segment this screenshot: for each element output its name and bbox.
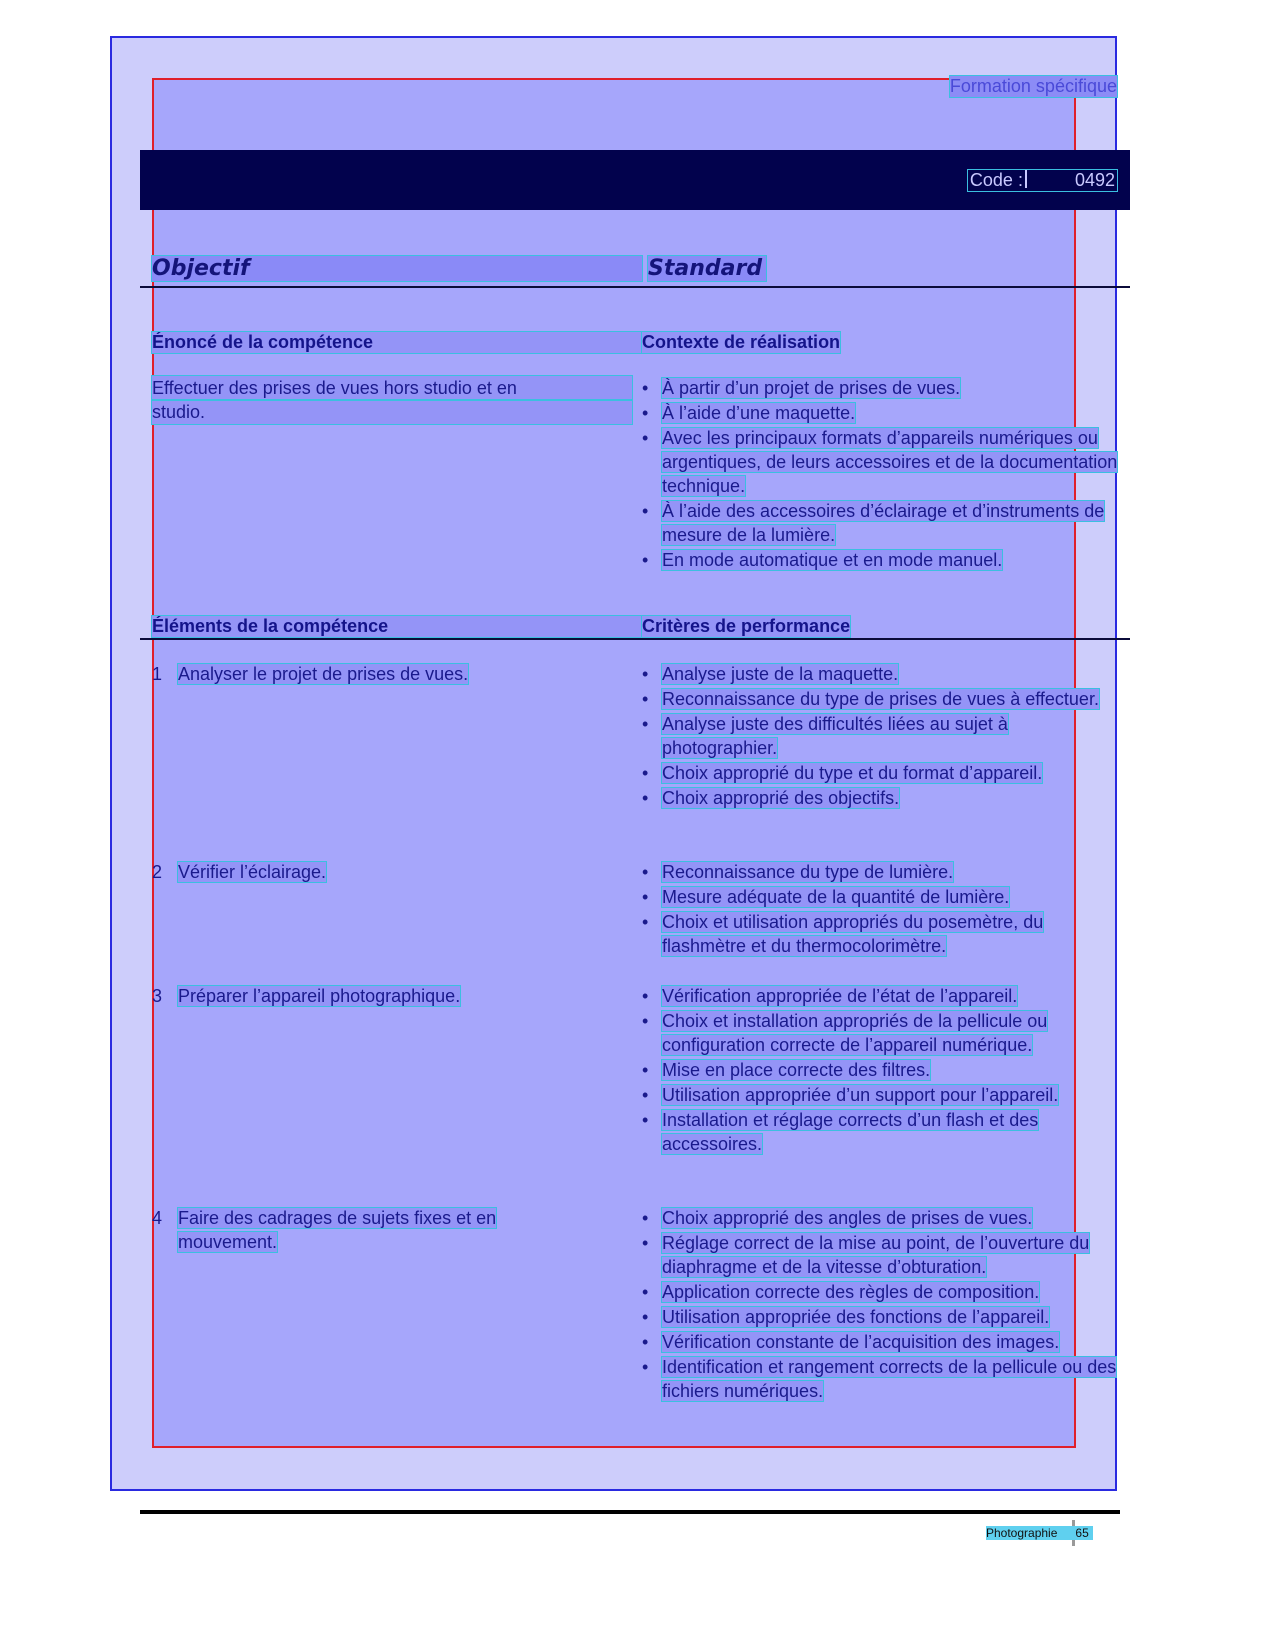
list-item: • Choix et installation appropriés de la pellicule ou configuration correcte de l’appareil numérique.: [640, 1009, 1120, 1057]
list-item: • Identification et rangement corrects de la pellicule ou des fichiers numériques.: [640, 1355, 1120, 1403]
standard-heading: Standard: [648, 256, 766, 281]
list-item: • Réglage correct de la mise au point, de l’ouverture du diaphragme et de la vitesse d’obturation.: [640, 1231, 1120, 1279]
elements-heading: Éléments de la compétence: [152, 616, 642, 637]
footer-rule: [140, 1510, 1120, 1514]
criteria-list-1: [640, 662, 1120, 811]
element-1: [152, 662, 632, 686]
competence-statement: [152, 376, 632, 424]
criteria-list-2: [640, 860, 1120, 959]
element-text: mouvement.: [178, 1232, 278, 1252]
context-heading: Contexte de réalisation: [642, 332, 841, 352]
list-item: • Choix approprié des objectifs.: [640, 786, 1120, 810]
list-item: • Choix approprié des angles de prises de vues.: [640, 1206, 1120, 1230]
criteria-list-3: [640, 984, 1120, 1157]
footer-program: Photographie: [986, 1526, 1058, 1540]
list-item: • Reconnaissance du type de lumière.: [640, 860, 1120, 884]
page-number: 65: [1071, 1526, 1092, 1540]
list-item: • Utilisation appropriée des fonctions de l’appareil.: [640, 1305, 1120, 1329]
element-text: Faire des cadrages de sujets fixes et en: [178, 1208, 497, 1228]
element-number: 2: [152, 862, 163, 882]
elements-rule: [140, 638, 1130, 640]
element-number: 1: [152, 664, 163, 684]
list-item: • À partir d’un projet de prises de vues.: [640, 376, 1120, 400]
list-item: • À l’aide des accessoires d’éclairage et d’instruments de mesure de la lumière.: [640, 499, 1120, 547]
element-3: [152, 984, 632, 1008]
element-text: Analyser le projet de prises de vues.: [178, 664, 469, 684]
list-item: • Analyse juste des difficultés liées au sujet à photographier.: [640, 712, 1120, 760]
element-4: [152, 1206, 632, 1254]
list-item: • Avec les principaux formats d’appareils numériques ou argentiques, de leurs accessoires et de la documentation technique.: [640, 426, 1120, 498]
list-item: • Choix approprié du type et du format d’appareil.: [640, 761, 1120, 785]
list-item: • Mise en place correcte des filtres.: [640, 1058, 1120, 1082]
criteria-heading: Critères de performance: [642, 616, 851, 636]
list-item: • Reconnaissance du type de prises de vues à effectuer.: [640, 687, 1120, 711]
context-list: [640, 376, 1120, 573]
list-item: • Choix et utilisation appropriés du posemètre, du flashmètre et du thermocolorimètre.: [640, 910, 1120, 958]
footer: [986, 1526, 1093, 1540]
competence-line: Effectuer des prises de vues hors studio et en: [152, 376, 632, 400]
element-text: Préparer l’appareil photographique.: [178, 986, 461, 1006]
list-item: • À l’aide d’une maquette.: [640, 401, 1120, 425]
element-number: 3: [152, 986, 163, 1006]
element-number: 4: [152, 1208, 163, 1228]
competence-heading: Énoncé de la compétence: [152, 332, 642, 353]
list-item: • Application correcte des règles de composition.: [640, 1280, 1120, 1304]
list-item: • En mode automatique et en mode manuel.: [640, 548, 1120, 572]
section-title: Formation spécifique: [949, 76, 1117, 96]
code-label: Code :: [969, 170, 1023, 190]
list-item: • Vérification constante de l’acquisition des images.: [640, 1330, 1120, 1354]
competence-line: studio.: [152, 400, 632, 424]
list-item: • Utilisation appropriée d’un support pour l’appareil.: [640, 1083, 1120, 1107]
code-separator: [1025, 170, 1027, 188]
list-item: • Vérification appropriée de l’état de l’appareil.: [640, 984, 1120, 1008]
element-text: Vérifier l’éclairage.: [178, 862, 327, 882]
list-item: • Analyse juste de la maquette.: [640, 662, 1120, 686]
element-2: [152, 860, 632, 884]
objective-heading: Objectif: [152, 256, 642, 281]
criteria-list-4: [640, 1206, 1120, 1404]
code-box: [968, 170, 1117, 191]
list-item: • Installation et réglage corrects d’un flash et des accessoires.: [640, 1108, 1120, 1156]
list-item: • Mesure adéquate de la quantité de lumière.: [640, 885, 1120, 909]
heading-rule: [140, 286, 1130, 288]
code-value: 0492: [1074, 170, 1115, 190]
